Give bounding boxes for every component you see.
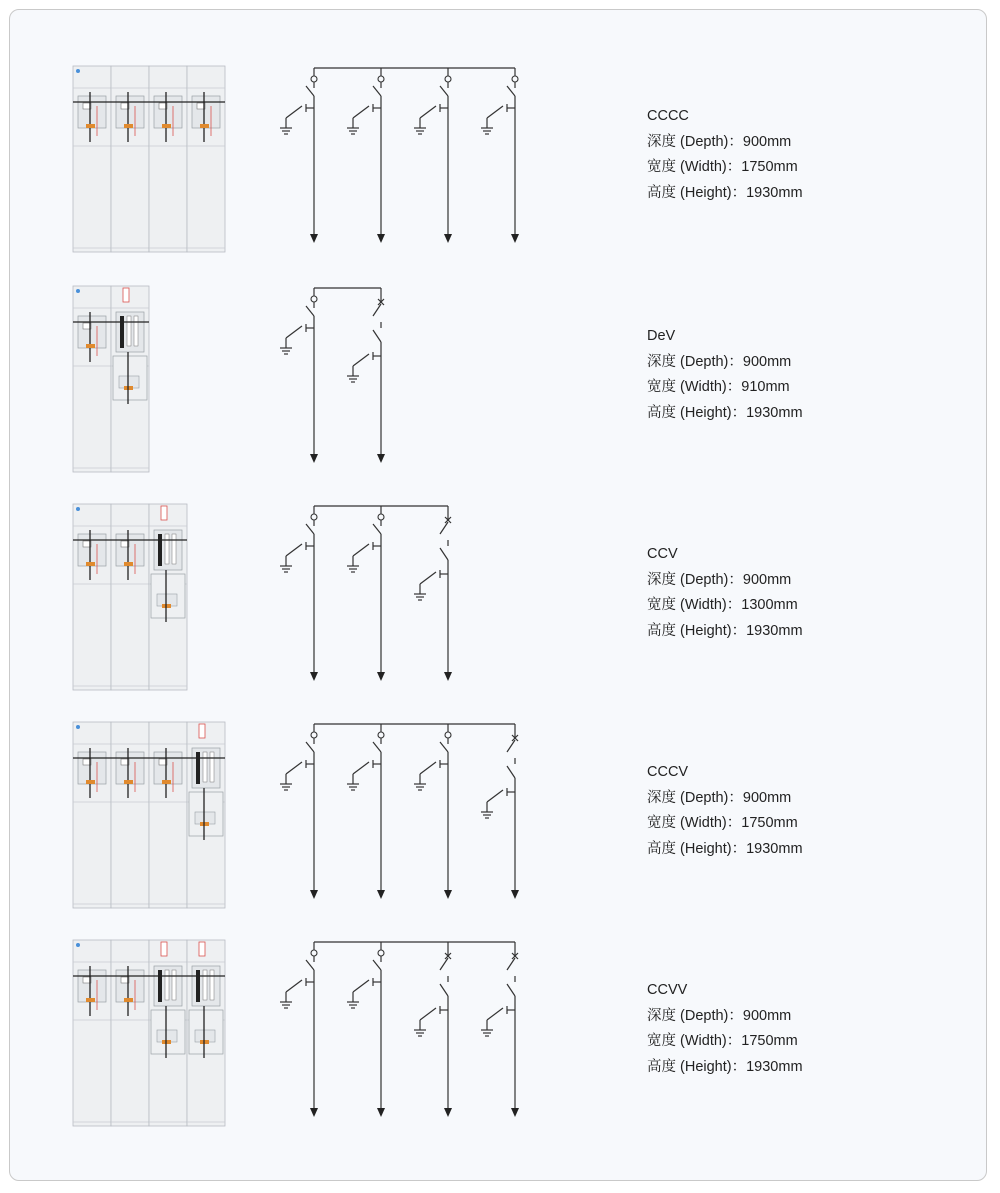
single-line-diagram: [278, 936, 538, 1126]
cabinet-illustration: [73, 66, 225, 256]
feeder-3: [414, 942, 452, 1117]
depth-spec: 深度 (Depth)：900mm: [647, 1007, 792, 1024]
cabinet-unit-3: [149, 940, 187, 1126]
depth-spec: 深度 (Depth)：900mm: [647, 571, 792, 588]
width-spec: 宽度 (Width)：1300mm: [647, 597, 798, 614]
height-spec: 高度 (Height)：1930mm: [647, 404, 803, 421]
feeder-2: [347, 68, 385, 243]
width-spec: 宽度 (Width)：910mm: [647, 379, 790, 396]
cabinet-unit-2: [111, 722, 149, 908]
cabinet-unit-1: [73, 66, 111, 252]
spec-block: [647, 324, 803, 426]
feeder-1: [280, 942, 318, 1117]
feeder-3: [414, 724, 452, 899]
config-title: DeV: [647, 328, 676, 344]
config-title: CCCV: [647, 764, 689, 780]
cabinet-unit-3: [149, 722, 187, 908]
config-title: CCV: [647, 546, 678, 562]
single-line-diagram: [278, 282, 538, 472]
height-spec: 高度 (Height)：1930mm: [647, 1058, 803, 1075]
feeder-1: [280, 68, 318, 243]
config-title: CCVV: [647, 982, 688, 998]
feeder-2: [347, 288, 385, 463]
feeder-1: [280, 724, 318, 899]
cabinet-unit-2: [111, 504, 149, 690]
feeder-2: [347, 724, 385, 899]
feeder-4: [481, 724, 519, 899]
cabinet-unit-1: [73, 722, 111, 908]
cabinet-unit-2: [111, 940, 149, 1126]
cabinet-unit-2: [111, 66, 149, 252]
cabinet-unit-1: [73, 286, 111, 472]
config-title: CCCC: [647, 108, 689, 124]
depth-spec: 深度 (Depth)：900mm: [647, 789, 792, 806]
spec-block: [647, 978, 803, 1080]
width-spec: 宽度 (Width)：1750mm: [647, 1033, 798, 1050]
feeder-1: [280, 288, 318, 463]
feeder-2: [347, 942, 385, 1117]
height-spec: 高度 (Height)：1930mm: [647, 840, 803, 857]
cabinet-unit-4: [187, 940, 225, 1126]
feeder-2: [347, 506, 385, 681]
cabinet-illustration: [73, 722, 225, 912]
spec-block: [647, 760, 803, 862]
single-line-diagram: [278, 718, 538, 908]
spec-block: [647, 104, 803, 206]
spec-block: [647, 542, 803, 644]
cabinet-illustration: [73, 504, 187, 694]
width-spec: 宽度 (Width)：1750mm: [647, 815, 798, 832]
width-spec: 宽度 (Width)：1750mm: [647, 159, 798, 176]
cabinet-illustration: [73, 286, 149, 476]
feeder-3: [414, 68, 452, 243]
cabinet-unit-4: [187, 722, 225, 908]
feeder-4: [481, 68, 519, 243]
height-spec: 高度 (Height)：1930mm: [647, 184, 803, 201]
single-line-diagram: [278, 62, 538, 252]
cabinet-unit-1: [73, 940, 111, 1126]
depth-spec: 深度 (Depth)：900mm: [647, 133, 792, 150]
feeder-3: [414, 506, 452, 681]
cabinet-unit-2: [111, 286, 149, 472]
single-line-diagram: [278, 500, 538, 690]
height-spec: 高度 (Height)：1930mm: [647, 622, 803, 639]
cabinet-illustration: [73, 940, 225, 1130]
cabinet-unit-4: [187, 66, 225, 252]
cabinet-unit-3: [149, 504, 187, 690]
feeder-1: [280, 506, 318, 681]
depth-spec: 深度 (Depth)：900mm: [647, 353, 792, 370]
feeder-4: [481, 942, 519, 1117]
cabinet-unit-1: [73, 504, 111, 690]
cabinet-unit-3: [149, 66, 187, 252]
